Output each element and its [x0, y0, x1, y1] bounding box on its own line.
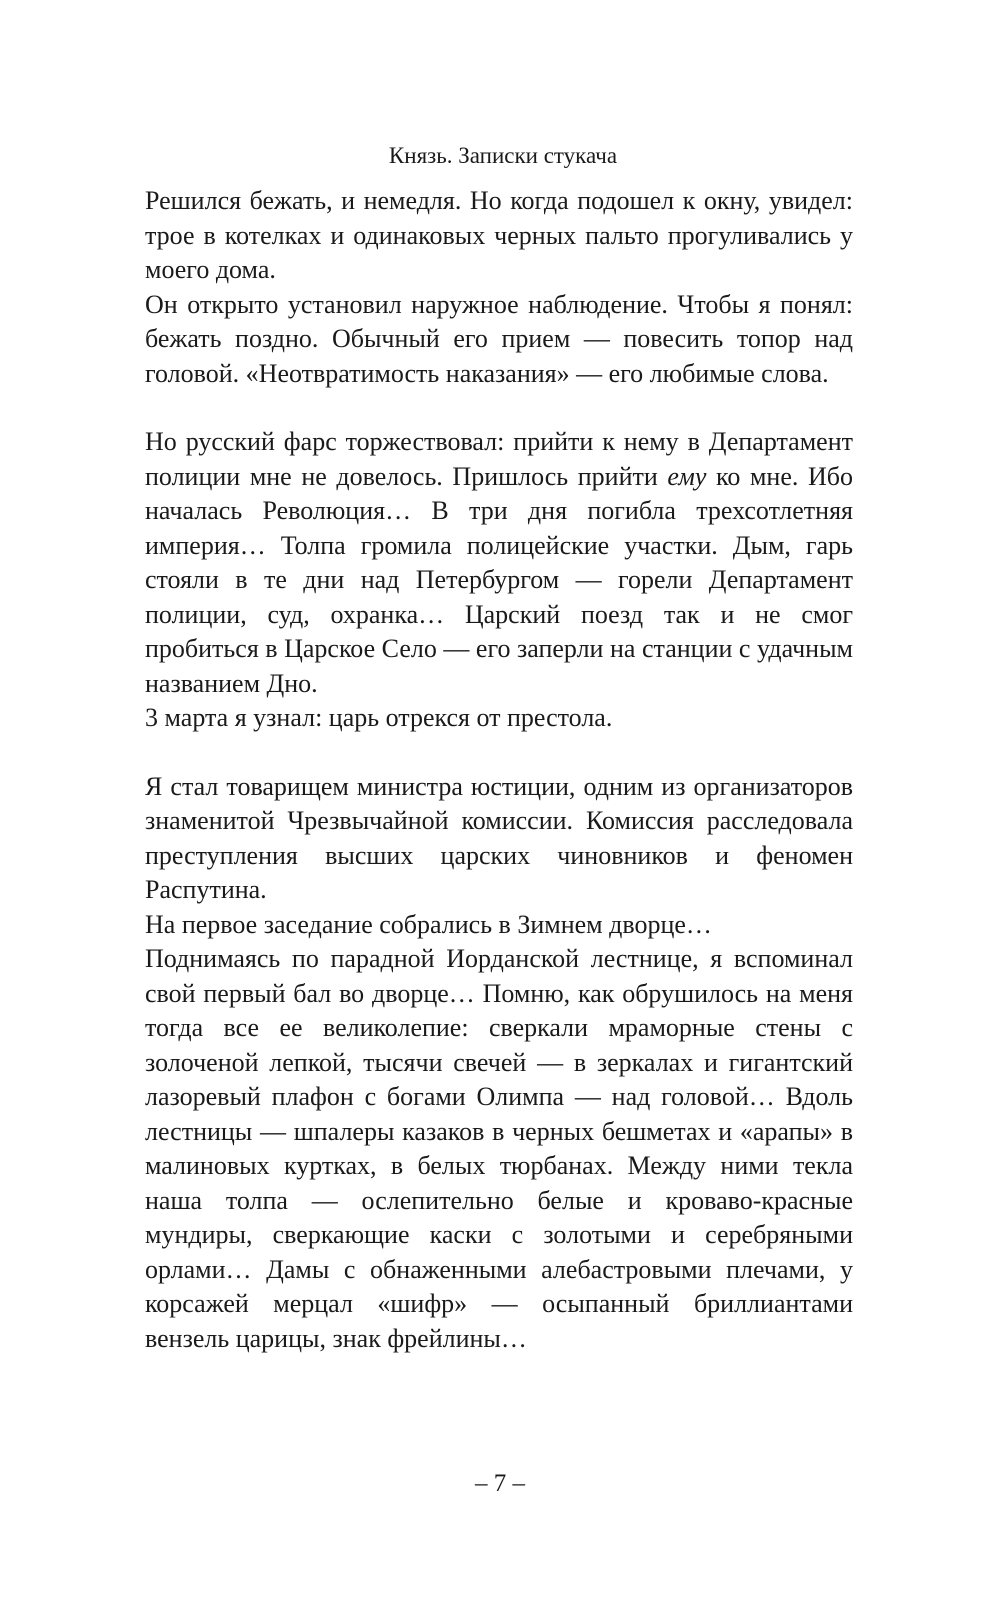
paragraph: Он открыто установил наружное наблюдение. Чтобы я понял: бежать поздно. Обычный его прием — повесить топор над головой. «Неотвратимость наказания» — его любимые слова.: [145, 289, 853, 388]
paragraph-text: Но русский фарс торжествовал: прийти к нему в Департамент полиции мне не довелось. Пришлось прийти: [145, 427, 853, 491]
running-title: Князь. Записки стукача: [388, 143, 618, 168]
paragraph-text: ко мне. Ибо началась Революция… В три дня погибла трехсотлетняя империя… Толпа громила полицейские участки. Дым, гарь стояли в те дни над Петербургом — горели Департамент полиции, суд, охранка… Царский поезд так и не смог пробиться в Царское Село — его заперли на станции с удачным названием Дно.: [145, 461, 853, 698]
section-break: [145, 391, 853, 425]
paragraph: Решился бежать, и немедля. Но когда подошел к окну, увидел: трое в котелках и одинаковых черных пальто прогуливались у моего дома.: [145, 186, 853, 284]
paragraph: 3 марта я узнал: царь отрекся от престола.: [145, 703, 613, 732]
paragraph: На первое заседание собрались в Зимнем дворце…: [145, 909, 712, 939]
paragraph: Я стал товарищем министра юстиции, одним из организаторов знаменитой Чрезвычайной комиссии. Комиссия расследовала преступления высших царских чиновников и феномен Распутина.: [145, 771, 853, 904]
italic-emphasis: ему: [667, 461, 707, 491]
paragraph: Поднимаясь по парадной Иорданской лестнице, я вспоминал свой первый бал во дворце… Помню, как обрушилось на меня тогда все ее великолепие: сверкали мраморные стены с золоченой лепкой, тысячи свечей — в зеркалах и гигантский лазоревый плафон с богами Олимпа — над головой… Вдоль лестницы — шпалеры казаков в черных бешметах и «арапы» в малиновых куртках, в белых тюрбанах. Между ними текла наша толпа — ослепительно белые и кроваво-красные мундиры, сверкающие каски с золотыми и серебряными орлами… Дамы с обнаженными алебастровыми плечами, у корсажей мерцал «шифр» — осыпанный бриллиантами вензель царицы, знак фрейлины…: [145, 944, 853, 1353]
paragraph: [145, 425, 853, 701]
section-break: [145, 736, 853, 770]
page-number: – 7 –: [475, 1470, 525, 1497]
page-body: [145, 140, 853, 1356]
